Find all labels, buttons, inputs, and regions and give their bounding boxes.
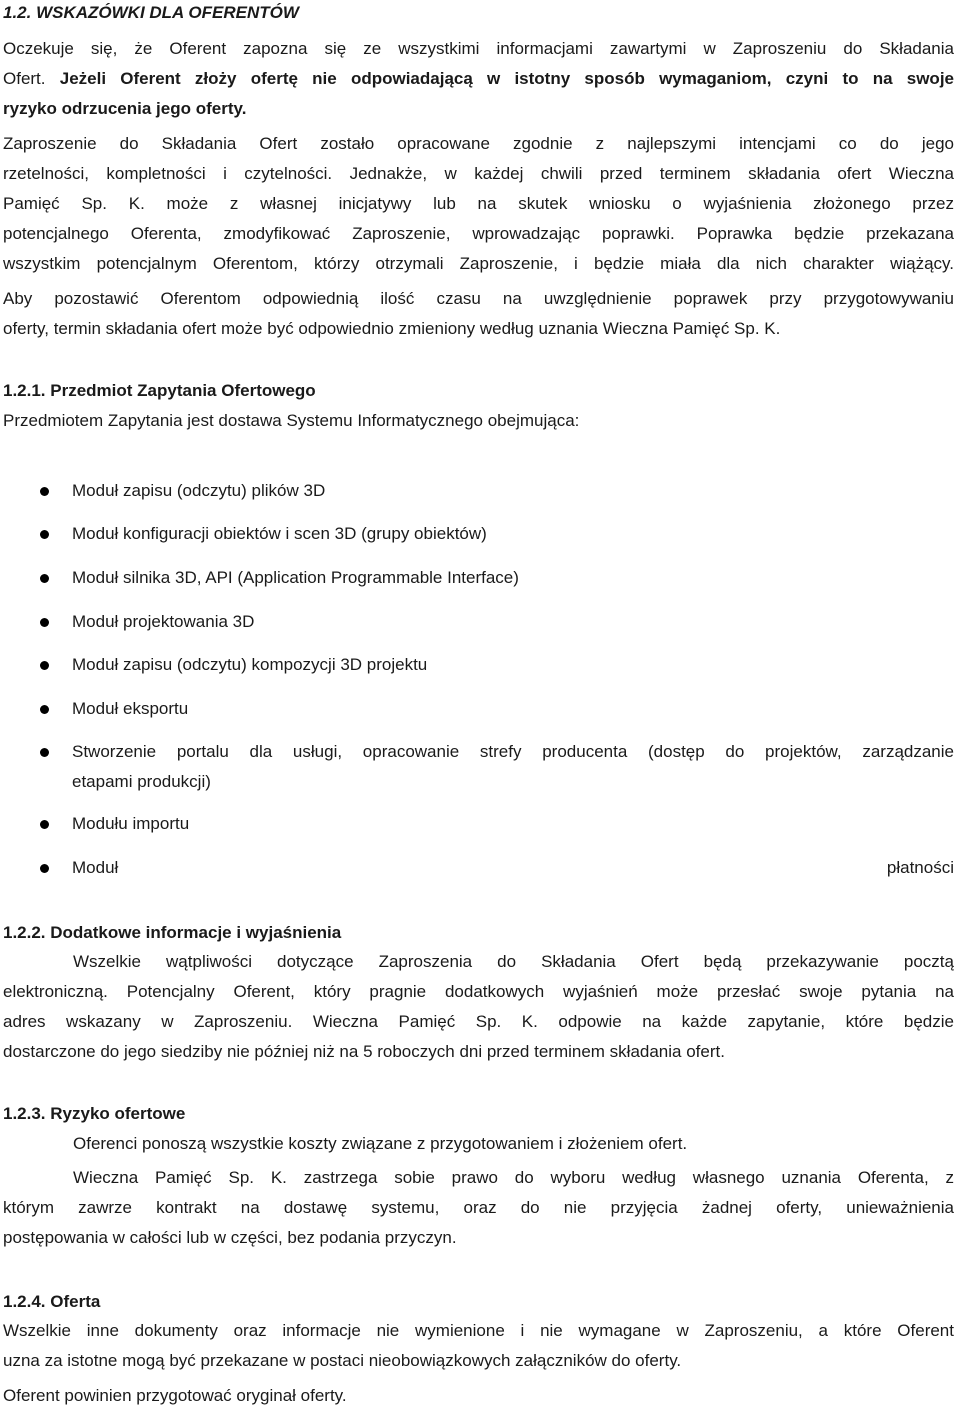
paragraph-text: Ofert. [3, 69, 60, 88]
list-item-text: Moduł projektowania 3D [72, 612, 255, 631]
paragraph-line: oferty, termin składania ofert może być odpowiednio zmieniony według uznania Wieczna Pamięć Sp. K. [3, 319, 781, 338]
bullet-icon [40, 748, 49, 757]
paragraph-line: Oczekuje się, że Oferent zapozna się ze wszystkimi informacjami zawartymi w Zaproszeniu do Składania [3, 39, 954, 58]
list-item-word: Moduł [72, 858, 119, 877]
list-item-text: Moduł zapisu (odczytu) plików 3D [72, 481, 326, 500]
subsection-intro: Przedmiotem Zapytania jest dostawa Systemu Informatycznego obejmująca: [3, 411, 580, 430]
bullet-icon [40, 705, 49, 714]
paragraph-line: Oferent powinien przygotować oryginał oferty. [3, 1386, 347, 1405]
paragraph-line [3, 163, 954, 185]
paragraph-line: Wieczna Pamięć Sp. K. zastrzega sobie prawo do wyboru według własnego uznania Oferenta, z [73, 1168, 954, 1187]
list-item-text [72, 857, 954, 879]
paragraph-line: Zaproszenie do Składania Ofert zostało opracowane zgodnie z najlepszymi intencjami co do jego [3, 134, 954, 153]
bullet-icon [40, 487, 49, 496]
paragraph-line: Wszelkie inne dokumenty oraz informacje nie wymienione i nie wymagane w Zaproszeniu, a które Oferent [3, 1321, 954, 1340]
list-item-word: płatności [886, 858, 954, 877]
list-item-text: Moduł eksportu [72, 699, 189, 718]
paragraph-line: dostarczone do jego siedziby nie później niż na 5 roboczych dni przed terminem składania ofert. [3, 1042, 725, 1061]
list-item-text: Moduł silnika 3D, API (Application Programmable Interface) [72, 568, 519, 587]
paragraph-text: rzetelności, kompletności i czytelności. [3, 164, 333, 183]
list-item-text: Moduł zapisu (odczytu) kompozycji 3D projektu [72, 655, 428, 674]
paragraph-line: uzna za istotne mogą być przekazane w postaci nieobowiązkowych załączników do oferty. [3, 1351, 682, 1370]
paragraph-line: postępowania w całości lub w części, bez podania przyczyn. [3, 1228, 457, 1247]
bullet-icon [40, 618, 49, 627]
paragraph-line [3, 68, 954, 90]
bold-warning-text: ryzyko odrzucenia jego oferty. [3, 99, 247, 118]
bold-warning-text: Jeżeli Oferent złoży ofertę nie odpowiadającą w istotny sposób wymaganiom, czyni to na swoje [59, 69, 954, 88]
subsection-heading: 1.2.1. Przedmiot Zapytania Ofertowego [3, 381, 316, 400]
list-item-text: Stworzenie portalu dla usługi, opracowanie strefy producenta (dostęp do projektów, zarządzanie [72, 742, 954, 761]
list-item-text: etapami produkcji) [72, 772, 211, 791]
paragraph-line: którym zawrze kontrakt na dostawę systemu, oraz do nie przyjęcia żadnej oferty, unieważnienia [3, 1198, 954, 1217]
paragraph-line: wszystkim potencjalnym Oferentom, którzy otrzymali Zaproszenie, i będzie miała dla nich charakter wiążący. [3, 254, 954, 273]
bullet-icon [40, 574, 49, 583]
bullet-icon [40, 820, 49, 829]
bullet-icon [40, 864, 49, 873]
paragraph-line: Oferenci ponoszą wszystkie koszty związane z przygotowaniem i złożeniem ofert. [73, 1134, 688, 1153]
section-heading: 1.2. WSKAZÓWKI DLA OFERENTÓW [3, 3, 299, 22]
paragraph-line: Pamięć Sp. K. może z własnej inicjatywy lub na skutek wniosku o wyjaśnienia złożonego przez [3, 194, 954, 213]
list-item-text: Modułu importu [72, 814, 190, 833]
subsection-heading: 1.2.2. Dodatkowe informacje i wyjaśnienia [3, 923, 342, 942]
bullet-icon [40, 530, 49, 539]
paragraph-line: potencjalnego Oferenta, zmodyfikować Zaproszenie, wprowadzając poprawki. Poprawka będzie przekazana [3, 224, 954, 243]
paragraph-line: adres wskazany w Zaproszeniu. Wieczna Pamięć Sp. K. odpowie na każde zapytanie, które będzie [3, 1012, 954, 1031]
paragraph-text: Jednakże, w każdej chwili przed terminem składania ofert Wieczna [332, 164, 954, 183]
subsection-heading: 1.2.3. Ryzyko ofertowe [3, 1104, 186, 1123]
paragraph-line: Wszelkie wątpliwości dotyczące Zaproszenia do Składania Ofert będą przekazywanie pocztą [73, 952, 954, 971]
subsection-heading: 1.2.4. Oferta [3, 1292, 101, 1311]
paragraph-line: elektroniczną. Potencjalny Oferent, który pragnie dodatkowych wyjaśnień może przesłać swoje pytania na [3, 982, 954, 1001]
bullet-icon [40, 661, 49, 670]
list-item-text: Moduł konfiguracji obiektów i scen 3D (grupy obiektów) [72, 524, 487, 543]
paragraph-line: Aby pozostawić Oferentom odpowiednią ilość czasu na uwzględnienie poprawek przy przygotowywaniu [3, 289, 954, 308]
